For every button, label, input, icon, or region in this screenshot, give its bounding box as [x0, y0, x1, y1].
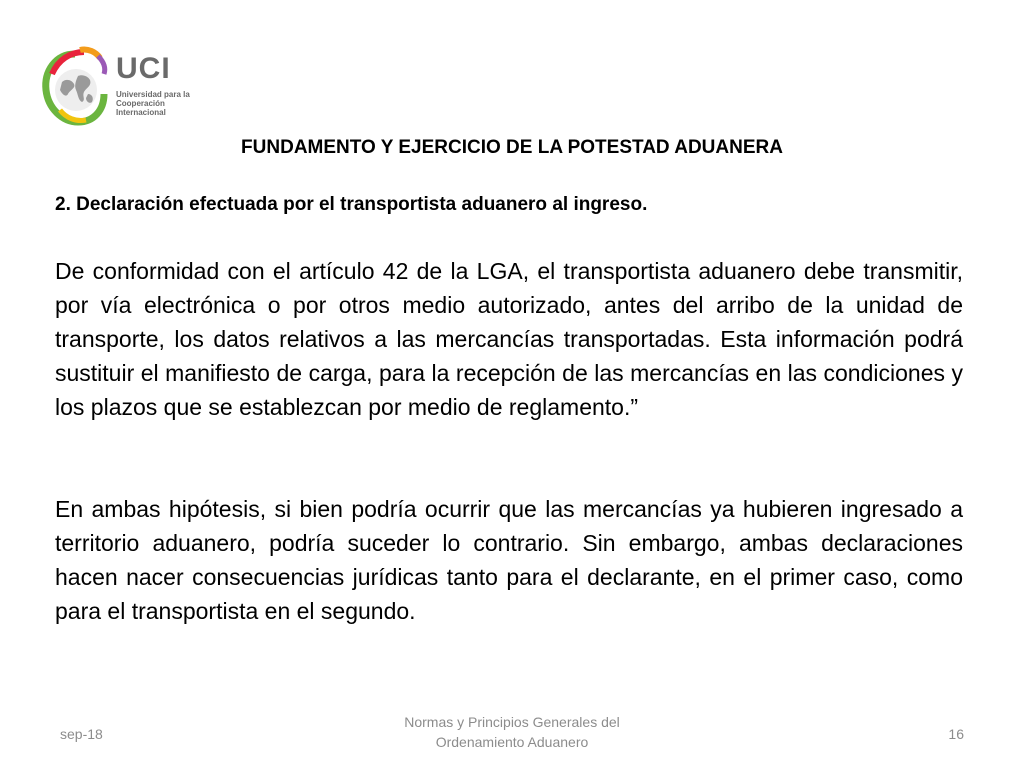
body-paragraph-1: De conformidad con el artículo 42 de la LGA, el transportista aduanero debe transmitir, por vía electrónica o por otros medio autorizado, antes del arribo de la unidad de transporte, los datos relativos a las mercancías transportadas. Esta información podrá sustituir el manifiesto de carga, para la recepción de las mercancías en las condiciones y los plazos que se establezcan por medio de reglamento.”: [55, 258, 963, 420]
logo-name-line2: Cooperación Internacional: [116, 99, 166, 117]
uci-logo: [40, 44, 220, 128]
footer-date: sep-18: [60, 726, 103, 742]
logo-acronym: UCI: [116, 52, 171, 85]
globe-icon: [40, 44, 110, 128]
slide-title: FUNDAMENTO Y EJERCICIO DE LA POTESTAD ADUANERA: [241, 137, 783, 158]
section-heading: 2. Declaración efectuada por el transportista aduanero al ingreso.: [55, 194, 648, 215]
logo-name-line1: Universidad para la: [116, 90, 190, 99]
body-paragraph-2: En ambas hipótesis, si bien podría ocurrir que las mercancías ya hubieren ingresado a territorio aduanero, podría suceder lo contrario. Sin embargo, ambas declaraciones hacen nacer consecuencias jurídicas tanto para el declarante, en el primer caso, como para el transportista en el segundo.: [55, 496, 963, 624]
footer-caption: [362, 712, 662, 752]
footer-caption-line1: Normas y Principios Generales del: [404, 714, 620, 730]
page-number: 16: [948, 726, 964, 742]
footer-caption-line2: Ordenamiento Aduanero: [435, 734, 589, 750]
